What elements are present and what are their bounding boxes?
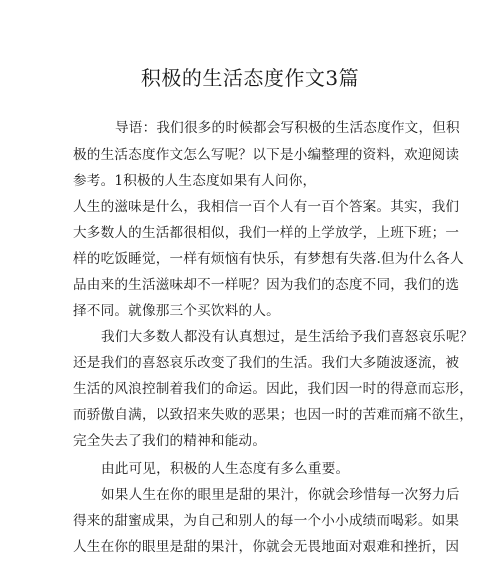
paragraph-line: 人生在你的眼里是甜的果汁，你就会无畏地面对艰难和挫折，因 bbox=[73, 539, 460, 555]
paragraph-line: 大多数人的生活都很相似，我们一样的上学放学，上班下班；一 bbox=[73, 225, 460, 241]
paragraph-line: 品由来的生活滋味却不一样呢？因为我们的态度不同，我们的选 bbox=[73, 277, 460, 293]
paragraph-line: 而骄傲自满，以致招来失败的恶果；也因一时的苦难而痛不欲生， bbox=[73, 407, 474, 423]
paragraph-line: 得来的甜蜜成果，为自己和别人的每一个小小成绩而喝彩。如果 bbox=[73, 513, 460, 529]
paragraph-line: 完全失去了我们的精神和能动。 bbox=[73, 433, 267, 449]
paragraph-line: 导语：我们很多的时候都会写积极的生活态度作文，但积 bbox=[115, 120, 460, 136]
paragraph-line: 如果人生在你的眼里是甜的果汁，你就会珍惜每一次努力后 bbox=[101, 487, 460, 503]
paragraph-line: 择不同。就像那三个买饮料的人。 bbox=[73, 303, 280, 319]
paragraph-line: 生活的风浪控制着我们的命运。因此，我们因一时的得意而忘形， bbox=[73, 381, 474, 397]
paragraph-line: 人生的滋味是什么，我相信一百个人有一百个答案。其实，我们 bbox=[73, 199, 460, 215]
paragraph-line: 还是我们的喜怒哀乐改变了我们的生活。我们大多随波逐流，被 bbox=[73, 355, 460, 371]
paragraph-line: 我们大多数人都没有认真想过，是生活给予我们喜怒哀乐呢？ bbox=[101, 329, 474, 345]
paragraph-line: 由此可见，积极的人生态度有多么重要。 bbox=[101, 461, 350, 477]
paragraph-line: 极的生活态度作文怎么写呢？以下是小编整理的资料，欢迎阅读 bbox=[73, 147, 460, 163]
document-title: 积极的生活态度作文3篇 bbox=[140, 66, 360, 90]
paragraph-line: 参考。1积极的人生态度如果有人问你， bbox=[73, 173, 317, 189]
paragraph-line: 样的吃饭睡觉，一样有烦恼有快乐，有梦想有失落.但为什么各人 bbox=[73, 251, 464, 267]
